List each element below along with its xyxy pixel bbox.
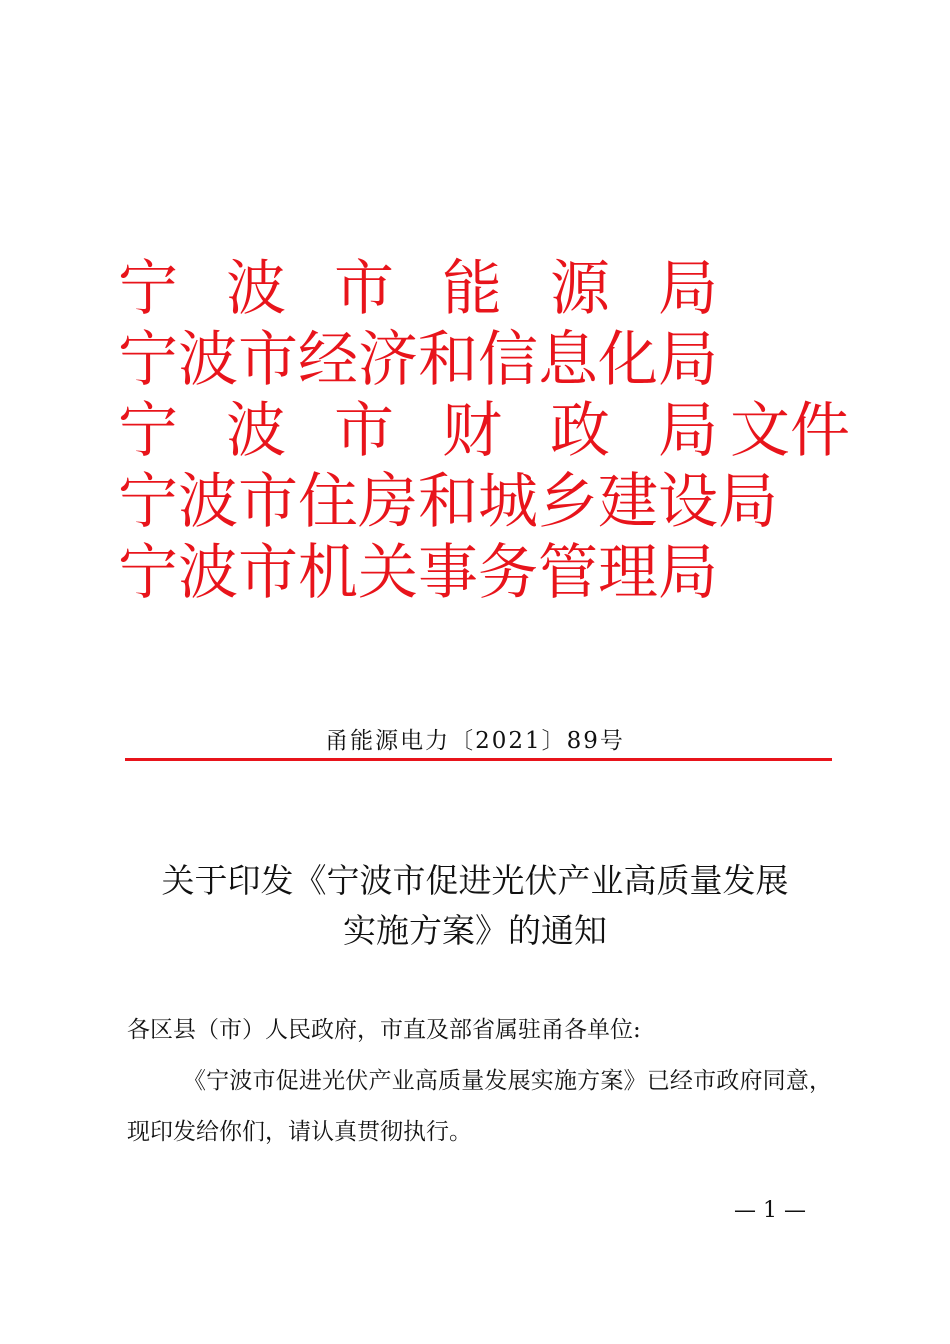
agency-char: 宁 [118, 325, 178, 395]
title-line-1: 关于印发《宁波市促进光伏产业高质量发展 [161, 861, 789, 900]
agency-char: 宁 [118, 467, 178, 537]
body-paragraph: 《宁波市促进光伏产业高质量发展实施方案》已经市政府同意，现印发给你们，请认真贯彻执行。 [127, 1068, 832, 1145]
agency-char: 关 [358, 538, 418, 608]
agency-char: 住 [298, 467, 358, 537]
agency-char: 和 [418, 325, 478, 395]
agency-char: 宁 [118, 538, 178, 608]
agency-name-housing-bureau [118, 467, 778, 538]
agency-char: 乡 [538, 467, 598, 537]
agency-char: 宁 [118, 396, 178, 466]
agency-char: 务 [478, 538, 538, 608]
agency-char: 市 [238, 538, 298, 608]
agency-name-economy-it-bureau [118, 325, 718, 396]
agency-char: 波 [178, 538, 238, 608]
agency-char: 管 [538, 538, 598, 608]
agency-char: 设 [658, 467, 718, 537]
agency-char: 建 [598, 467, 658, 537]
agency-row-1 [118, 254, 848, 325]
issuing-agencies-header [118, 254, 848, 609]
document-body [127, 1005, 832, 1158]
agency-row-3 [118, 396, 848, 467]
agency-char: 经 [298, 325, 358, 395]
agency-char: 局 [658, 254, 718, 324]
agency-char: 机 [298, 538, 358, 608]
document-number: 甬能源电力〔2021〕89号 [325, 728, 625, 754]
agency-char: 事 [418, 538, 478, 608]
agency-char: 能 [442, 254, 502, 324]
agency-char: 息 [538, 325, 598, 395]
agency-row-2 [118, 325, 848, 396]
agency-char: 源 [550, 254, 610, 324]
agency-row-5 [118, 538, 848, 609]
agency-char: 局 [718, 467, 778, 537]
agency-char: 理 [598, 538, 658, 608]
agency-char: 宁 [118, 254, 178, 324]
agency-char: 城 [478, 467, 538, 537]
red-divider-line [125, 758, 832, 761]
document-title [100, 856, 850, 956]
agency-name-energy-bureau [118, 254, 718, 325]
agency-char: 市 [334, 396, 394, 466]
agency-char: 化 [598, 325, 658, 395]
agency-name-government-affairs-bureau [118, 538, 718, 609]
agency-char: 和 [418, 467, 478, 537]
agency-char: 财 [442, 396, 502, 466]
agency-char: 市 [334, 254, 394, 324]
agency-char: 局 [658, 538, 718, 608]
agency-char: 波 [178, 325, 238, 395]
agency-char: 市 [238, 325, 298, 395]
agency-char: 房 [358, 467, 418, 537]
agency-char: 济 [358, 325, 418, 395]
document-suffix: 文件 [730, 396, 850, 466]
agency-char: 市 [238, 467, 298, 537]
salutation: 各区县（市）人民政府，市直及部省属驻甬各单位: [127, 1017, 641, 1043]
title-line-2: 实施方案》的通知 [343, 911, 607, 950]
agency-char: 局 [658, 396, 718, 466]
agency-char: 信 [478, 325, 538, 395]
agency-char: 局 [658, 325, 718, 395]
agency-row-4 [118, 467, 848, 538]
agency-char: 波 [226, 396, 286, 466]
agency-char: 波 [178, 467, 238, 537]
page-number: — 1 — [734, 1198, 806, 1223]
agency-char: 波 [226, 254, 286, 324]
agency-name-finance-bureau [118, 396, 718, 467]
agency-char: 政 [550, 396, 610, 466]
